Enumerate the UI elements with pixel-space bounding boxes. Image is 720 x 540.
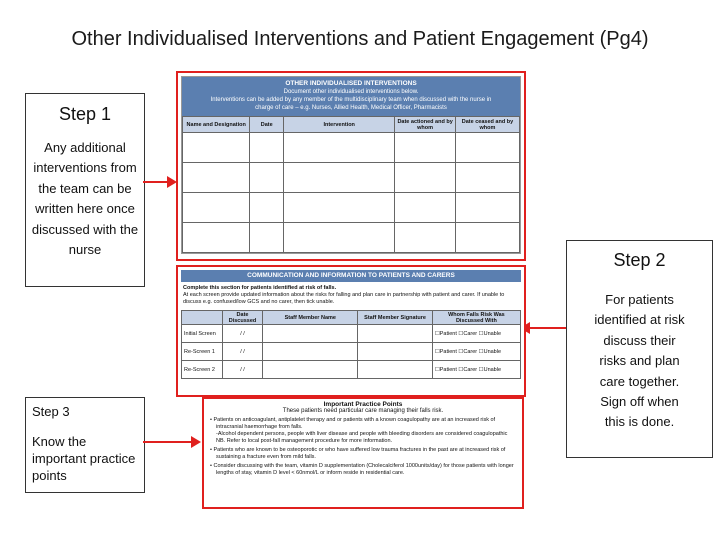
step1-heading: Step 1 — [58, 104, 112, 124]
table-cell[interactable] — [263, 343, 358, 361]
column-header: Whom Falls Risk Was Discussed With — [432, 311, 520, 325]
table-cell[interactable] — [263, 361, 358, 379]
communication-form-line1: Complete this section for patients identified at risk of falls. — [183, 285, 337, 291]
step2-heading: Step 2 — [613, 250, 666, 270]
step3-callout — [25, 397, 145, 493]
column-header: Date actioned and by whom — [395, 117, 456, 133]
step2-arrow — [522, 327, 566, 329]
communication-table — [181, 310, 521, 379]
table-cell[interactable] — [284, 133, 395, 163]
column-header: Date Discussed — [222, 311, 263, 325]
practice-points-title: Important Practice Points — [323, 401, 403, 408]
interventions-table — [182, 116, 520, 253]
practice-point: NB. Refer to local post-fall management procedure for more information. — [216, 438, 393, 444]
table-cell[interactable] — [250, 193, 284, 223]
step2-text: For patients identified at risk discuss their risks and plan care together. Sign off when this is done. — [594, 292, 685, 430]
practice-points-form — [202, 397, 524, 509]
table-cell[interactable] — [183, 163, 250, 193]
table-cell[interactable] — [455, 133, 519, 163]
practice-point: -Alcohol dependent persons, people with liver disease and people with bleeding disorders are considered coagulopathic — [216, 431, 508, 437]
table-cell[interactable] — [183, 223, 250, 253]
row-label: Re-Screen 1 — [182, 343, 223, 361]
table-cell[interactable] — [395, 163, 456, 193]
step3-arrow — [143, 441, 199, 443]
page-title: Other Individualised Interventions and Patient Engagement (Pg4) — [71, 28, 649, 50]
table-cell[interactable] — [395, 193, 456, 223]
communication-form-title: COMMUNICATION AND INFORMATION TO PATIENTS AND CARERS — [247, 272, 455, 279]
table-cell[interactable] — [284, 163, 395, 193]
table-cell[interactable] — [455, 193, 519, 223]
practice-point: • Consider discussing with the team, vitamin D supplementation (Cholecalciferol 1000units/day) for those patients with longer lengths of stay, vitamin D level < 60nmol/L or inform reside in residential care. — [210, 463, 514, 476]
table-cell[interactable] — [284, 223, 395, 253]
practice-point: • Patients on anticoagulant, antiplatelet therapy and or patients with a known coagulopathy are at an increased risk of intracranial haemorrhage from falls. — [210, 417, 496, 430]
checkbox-cell[interactable]: ☐Patient ☐Carer ☐Unable — [432, 325, 520, 343]
date-cell[interactable]: / / — [222, 325, 263, 343]
table-cell[interactable] — [358, 361, 433, 379]
table-cell[interactable] — [263, 325, 358, 343]
date-cell[interactable]: / / — [222, 361, 263, 379]
interventions-form-note: Interventions can be added by any member of the multidisciplinary team when discussed with the nurse in charge of care – e.g. Nurses, Allied Health, Medical Officer, Pharmacists — [210, 97, 492, 111]
interventions-form-subtitle: Document other individualised interventions below. — [283, 89, 419, 95]
step3-heading: Step 3 — [32, 404, 70, 419]
column-header: Date — [250, 117, 284, 133]
column-header: Staff Member Signature — [358, 311, 433, 325]
table-cell[interactable] — [183, 133, 250, 163]
table-cell[interactable] — [358, 343, 433, 361]
table-cell[interactable] — [250, 133, 284, 163]
table-cell[interactable] — [250, 223, 284, 253]
table-cell[interactable] — [183, 193, 250, 223]
practice-points-subtitle: These patients need particular care managing their falls risk. — [282, 408, 444, 414]
table-cell[interactable] — [250, 163, 284, 193]
column-header: Date ceased and by whom — [455, 117, 519, 133]
column-header: Staff Member Name — [263, 311, 358, 325]
interventions-form-header — [182, 77, 520, 116]
table-cell[interactable] — [395, 223, 456, 253]
interventions-form-title: OTHER INDIVIDUALISED INTERVENTIONS — [285, 80, 417, 87]
column-header: Intervention — [284, 117, 395, 133]
step1-text: Any additional interventions from the team can be written here once discussed with the nurse — [31, 140, 139, 258]
step1-arrow — [143, 181, 175, 183]
practice-point: • Patients who are known to be osteoporotic or who have suffered low trauma fractures in the past are at increased risk of sustaining a fracture even from mild falls. — [210, 447, 506, 460]
table-cell[interactable] — [455, 163, 519, 193]
communication-form — [176, 265, 526, 397]
table-cell[interactable] — [284, 193, 395, 223]
date-cell[interactable]: / / — [222, 343, 263, 361]
table-cell[interactable] — [395, 133, 456, 163]
interventions-form — [176, 71, 526, 261]
table-cell[interactable] — [358, 325, 433, 343]
row-label: Initial Screen — [182, 325, 223, 343]
table-cell[interactable] — [455, 223, 519, 253]
row-label: Re-Screen 2 — [182, 361, 223, 379]
step3-text: Know the important practice points — [32, 434, 136, 483]
step1-callout — [25, 93, 145, 287]
column-header: Name and Designation — [183, 117, 250, 133]
communication-form-line2: At each screen provide updated information about the risks for falling and plan care in partnership with patient and carer. If unable to discuss e.g. confused/low GCS and no carer, then tick unable. — [183, 292, 505, 305]
step2-callout — [566, 240, 713, 458]
checkbox-cell[interactable]: ☐Patient ☐Carer ☐Unable — [432, 343, 520, 361]
checkbox-cell[interactable]: ☐Patient ☐Carer ☐Unable — [432, 361, 520, 379]
communication-form-header — [181, 270, 521, 282]
